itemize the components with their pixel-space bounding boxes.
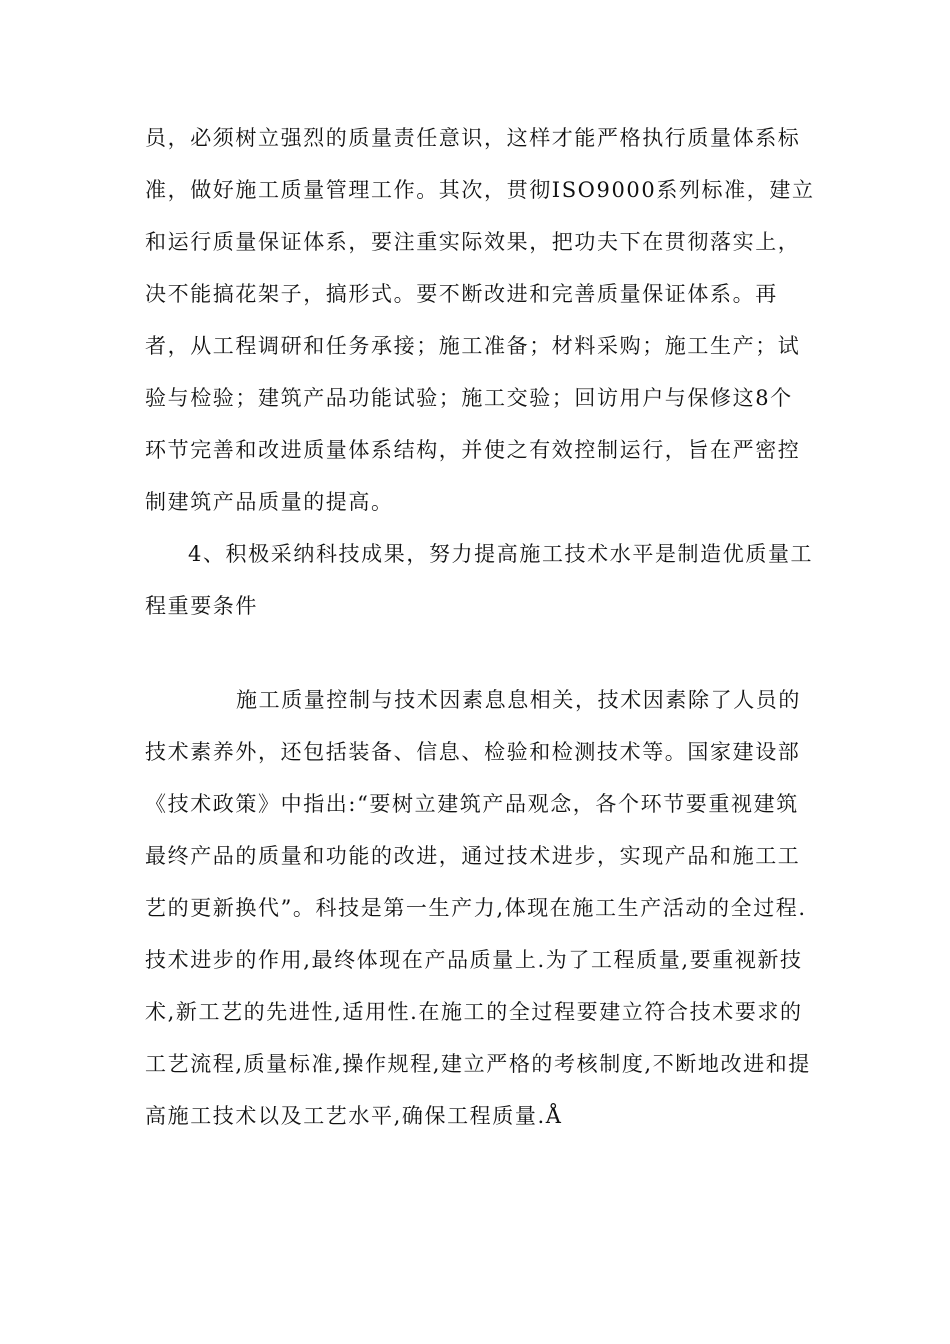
text-line: 工艺流程,质量标准,操作规程,建立严格的考核制度,不断地改进和提 [145,1052,811,1076]
text-line: 艺的更新换代”。科技是第一生产力,体现在施工生产活动的全过程. [145,896,807,920]
text-line: 最终产品的质量和功能的改进，通过技术进步，实现产品和施工工 [145,844,801,868]
text-line: 验与检验；建筑产品功能试验；施工交验；回访用户与保修这8个 [145,386,793,410]
text-line: 施工质量控制与技术因素息息相关，技术因素除了人员的 [236,688,801,712]
text-line: 者，从工程调研和任务承接；施工准备；材料采购；施工生产；试 [145,334,801,358]
heading-line: 程重要条件 [145,594,258,618]
text-line: 环节完善和改进质量体系结构，并使之有效控制运行，旨在严密控 [145,438,801,462]
text-line: 技术素养外，还包括装备、信息、检验和检测技术等。国家建设部 [145,740,801,764]
heading-line: 4、积极采纳科技成果，努力提高施工技术水平是制造优质量工 [188,542,814,566]
text-line: 《技术政策》中指出:“要树立建筑产品观念，各个环节要重视建筑 [145,792,799,816]
text-line: 和运行质量保证体系，要注重实际效果，把功夫下在贯彻落实上， [145,230,801,254]
text-line: 决不能搞花架子，搞形式。要不断改进和完善质量保证体系。再 [145,282,778,306]
text-line: 高施工技术以及工艺水平,确保工程质量.Å [145,1104,563,1128]
text-line: 员，必须树立强烈的质量责任意识，这样才能严格执行质量体系标 [145,126,801,150]
text-line: 术,新工艺的先进性,适用性.在施工的全过程要建立符合技术要求的 [145,1000,803,1024]
text-line: 技术进步的作用,最终体现在产品质量上.为了工程质量,要重视新技 [145,948,803,972]
text-line: 准，做好施工质量管理工作。其次，贯彻ISO9000系列标准，建立 [145,178,815,202]
text-line: 制建筑产品质量的提高。 [145,490,394,514]
